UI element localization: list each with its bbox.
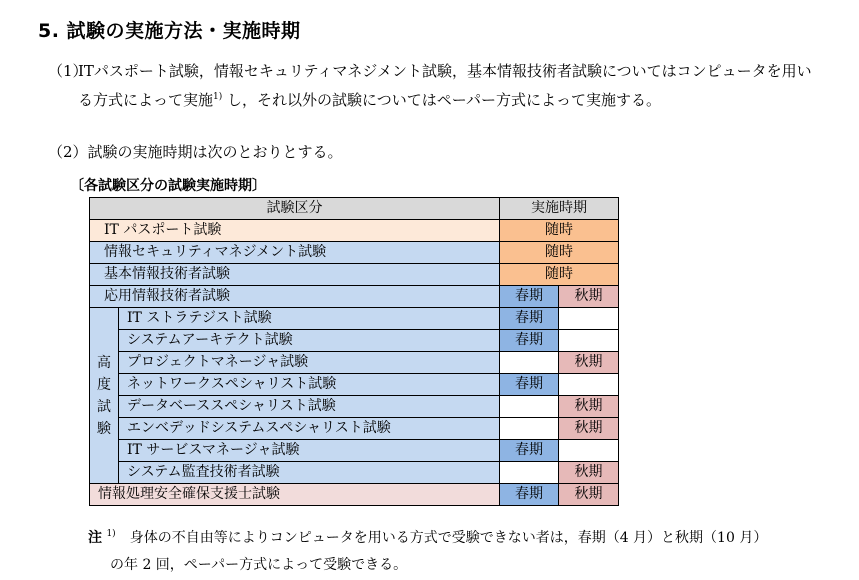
paragraph-1-number: （1） [48,62,88,80]
period-spring-empty [500,352,559,374]
period-spring-empty [500,462,559,484]
table-row [90,330,619,352]
exam-name: システム監査技術者試験 [119,462,500,484]
table-row [90,286,619,308]
table-header-row [90,198,619,220]
footnote-line-2: の年 2 回，ペーパー方式によって受験できる。 [110,557,408,573]
paragraph-1 [48,58,818,113]
table-row [90,374,619,396]
period-autumn-empty [559,374,619,396]
advanced-exam-label [90,308,119,484]
section-title: 5. 試験の実施方法・実施時期 [38,20,301,42]
paragraph-1-text-b: し，それ以外の試験についてはペーパー方式によって実施する。 [227,91,661,109]
period-spring: 春期 [500,440,559,462]
period-spring: 春期 [500,374,559,396]
period-spring: 春期 [500,286,559,308]
advanced-label-char: 高 [97,354,111,371]
table-row [90,264,619,286]
table-row [90,418,619,440]
exam-name: 基本情報技術者試験 [90,264,500,286]
footnote-number: 1) [106,529,116,539]
table-row [90,352,619,374]
exam-name: IT パスポート試験 [90,220,500,242]
exam-name: 情報セキュリティマネジメント試験 [90,242,500,264]
period-autumn: 秋期 [559,484,619,506]
paragraph-1-text [48,58,818,113]
period-autumn-empty [559,440,619,462]
period-spring: 春期 [500,308,559,330]
paragraph-2-text: 試験の実施時期は次のとおりとする。 [87,143,343,161]
paragraph-2-number: （2） [48,143,88,161]
exam-name: IT ストラテジスト試験 [119,308,500,330]
paragraph-1-text-a: ITパスポート試験，情報セキュリティマネジメント試験，基本情報技術者試験についてはコンピュータを用いる方式によって実施 [78,62,812,109]
exam-name: IT サービスマネージャ試験 [119,440,500,462]
period-autumn-empty [559,308,619,330]
footnote-ref: 1) [213,92,223,102]
table-row [90,462,619,484]
header-exam-category: 試験区分 [90,198,500,220]
period-autumn: 秋期 [559,418,619,440]
table-row [90,220,619,242]
exam-name: データベーススペシャリスト試験 [119,396,500,418]
exam-name: プロジェクトマネージャ試験 [119,352,500,374]
period-autumn: 秋期 [559,286,619,308]
header-period: 実施時期 [500,198,619,220]
exam-name: 情報処理安全確保支援士試験 [90,484,500,506]
exam-name: 応用情報技術者試験 [90,286,500,308]
period-autumn: 秋期 [559,352,619,374]
table-row [90,242,619,264]
exam-name: ネットワークスペシャリスト試験 [119,374,500,396]
advanced-label-char: 試 [97,398,111,415]
exam-schedule-table [89,197,619,506]
period-spring-empty [500,396,559,418]
table-row [90,396,619,418]
footnote-text-1: 身体の不自由等によりコンピュータを用いる方式で受験できない者は，春期（4 月）と秋期（10 月） [129,530,768,546]
period-autumn: 秋期 [559,396,619,418]
advanced-label-char: 験 [97,420,111,437]
table-row [90,440,619,462]
footnote-label: 注 [88,530,102,546]
period-autumn: 秋期 [559,462,619,484]
footnote [88,521,828,579]
period-anytime: 随時 [500,220,619,242]
table-row [90,484,619,506]
exam-name: システムアーキテクト試験 [119,330,500,352]
period-anytime: 随時 [500,264,619,286]
paragraph-2 [48,139,343,165]
table-row [90,308,619,330]
exam-name: エンベデッドシステムスペシャリスト試験 [119,418,500,440]
period-spring: 春期 [500,330,559,352]
period-autumn-empty [559,330,619,352]
footnote-line-1 [88,521,828,552]
table-caption: 〔各試験区分の試験実施時期〕 [70,178,266,194]
period-spring: 春期 [500,484,559,506]
advanced-label-char: 度 [97,376,111,393]
period-anytime: 随時 [500,242,619,264]
period-spring-empty [500,418,559,440]
